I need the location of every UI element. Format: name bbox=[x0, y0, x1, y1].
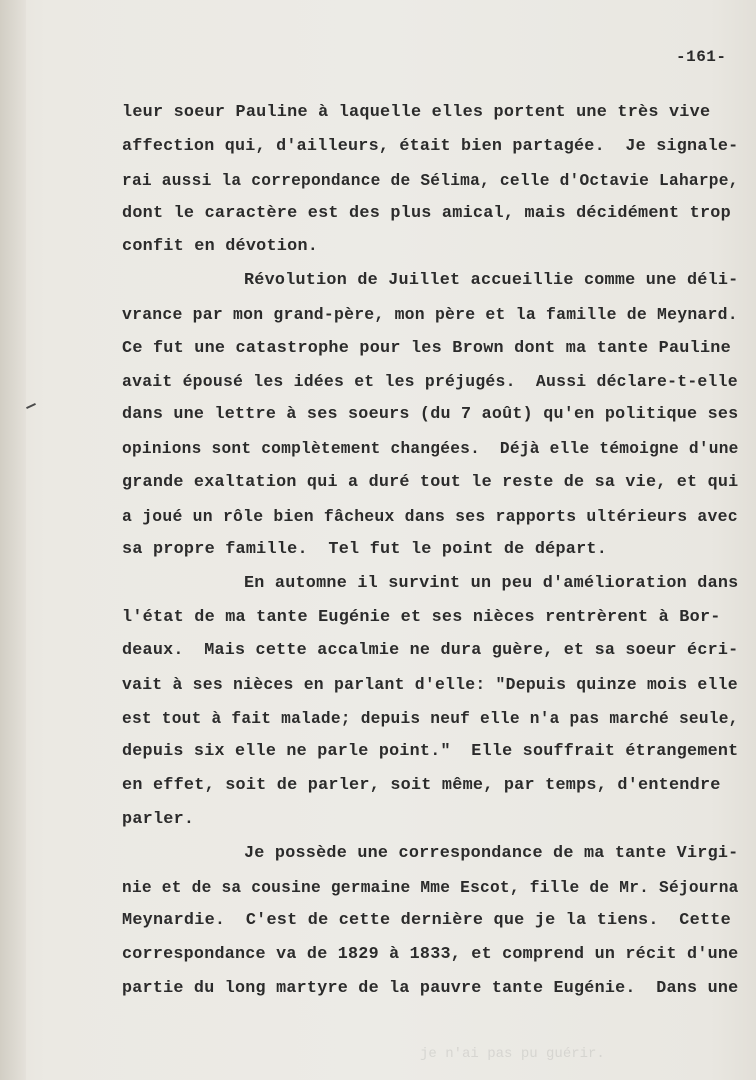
text-line: vrance par mon grand-père, mon père et la famille de Meynard. bbox=[122, 305, 738, 324]
text-line: a joué un rôle bien fâcheux dans ses rapports ultérieurs avec bbox=[122, 507, 738, 526]
text-line: partie du long martyre de la pauvre tante Eugénie. Dans une bbox=[122, 979, 739, 998]
text-line: l'état de ma tante Eugénie et ses nièces rentrèrent à Bor- bbox=[122, 608, 721, 627]
text-line: rai aussi la correpondance de Sélima, celle d'Octavie Laharpe, bbox=[122, 172, 739, 190]
paragraph-start-line: Je possède une correspondance de ma tante Virgi- bbox=[244, 844, 739, 863]
text-line: depuis six elle ne parle point." Elle souffrait étrangement bbox=[122, 742, 739, 761]
text-line: nie et de sa cousine germaine Mme Escot, fille de Mr. Séjourna bbox=[122, 879, 739, 897]
text-line: parler. bbox=[122, 810, 195, 829]
text-line: dans une lettre à ses soeurs (du 7 août) qu'en politique ses bbox=[122, 405, 739, 424]
text-line: confit en dévotion. bbox=[122, 237, 319, 256]
text-line: vait à ses nièces en parlant d'elle: "Depuis quinze mois elle bbox=[122, 675, 738, 694]
text-line: est tout à fait malade; depuis neuf elle n'a pas marché seule, bbox=[122, 710, 739, 728]
paragraph-start-line: En automne il survint un peu d'amélioration dans bbox=[244, 574, 739, 593]
text-line: opinions sont complètement changées. Déjà elle témoigne d'une bbox=[122, 440, 739, 458]
margin-mark bbox=[26, 403, 36, 409]
page-edge-shadow bbox=[0, 0, 26, 1080]
text-line: grande exaltation qui a duré tout le reste de sa vie, et qui bbox=[122, 473, 739, 492]
text-line: Ce fut une catastrophe pour les Brown dont ma tante Pauline bbox=[122, 339, 731, 358]
text-line: en effet, soit de parler, soit même, par temps, d'entendre bbox=[122, 776, 721, 795]
page-number: -161- bbox=[676, 48, 727, 66]
text-line: sa propre famille. Tel fut le point de départ. bbox=[122, 540, 608, 559]
text-line: deaux. Mais cette accalmie ne dura guère, et sa soeur écri- bbox=[122, 641, 739, 660]
text-line: leur soeur Pauline à laquelle elles portent une très vive bbox=[122, 103, 711, 122]
text-line: avait épousé les idées et les préjugés. Aussi déclare-t-elle bbox=[122, 372, 738, 391]
paragraph-start-line: Révolution de Juillet accueillie comme une déli- bbox=[244, 271, 739, 290]
text-line: Meynardie. C'est de cette dernière que je la tiens. Cette bbox=[122, 911, 731, 930]
text-line: correspondance va de 1829 à 1833, et comprend un récit d'une bbox=[122, 945, 739, 964]
bleed-through-text: je n'ai pas pu guérir. bbox=[420, 1046, 605, 1062]
text-line: affection qui, d'ailleurs, était bien partagée. Je signale- bbox=[122, 137, 739, 156]
text-line: dont le caractère est des plus amical, mais décidément trop bbox=[122, 204, 731, 223]
